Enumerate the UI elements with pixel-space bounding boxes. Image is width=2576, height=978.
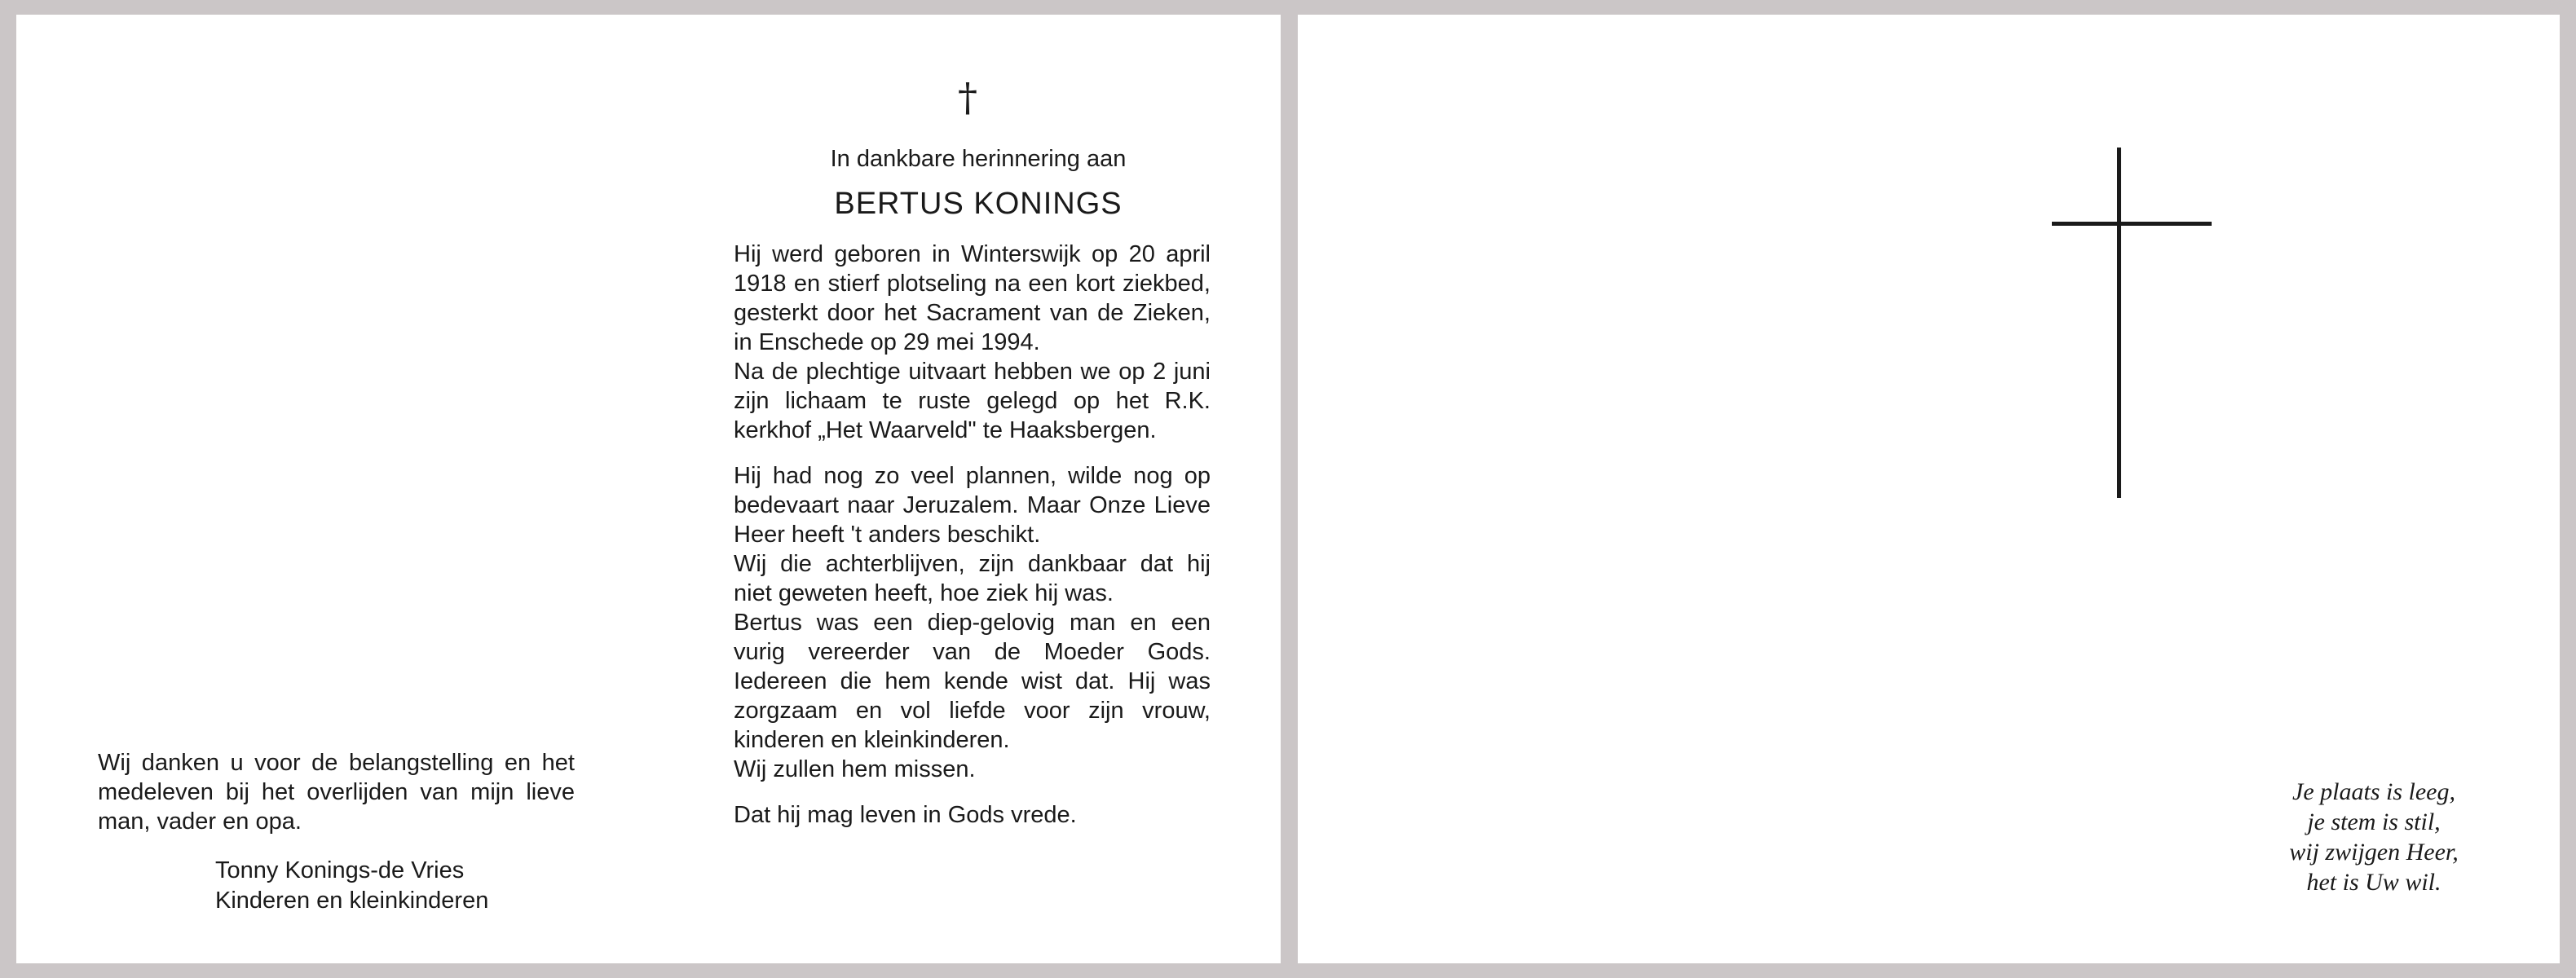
signer-widow: Tonny Konings-de Vries (215, 857, 465, 883)
paragraph-peace: Dat hij mag leven in Gods vrede. (734, 802, 1077, 828)
paragraph-funeral: Na de plechtige uitvaart hebben we op 2 juni zijn lichaam te ruste gelegd op het R.K. kerkhof „Het Waarveld" te Haaksbergen. (734, 359, 1211, 443)
poem (2211, 777, 2537, 897)
paragraph-plans: Hij had nog zo veel plannen, wilde nog op bedevaart naar Jeruzalem. Maar Onze Lieve Heer heeft 't anders beschikt. (734, 463, 1211, 548)
thanks-text: Wij danken u voor de belangstelling en het medeleven bij het overlijden van mijn lieve man, vader en opa. (98, 750, 575, 835)
intro-text: In dankbare herinnering aan (830, 146, 1127, 172)
biography-column (734, 240, 1211, 830)
card-left-page (16, 15, 1281, 963)
paragraph-birth-death: Hij werd geboren in Winterswijk op 20 april 1918 en stierf plotseling na een kort ziekbed, gesterkt door het Sacrament van de Zieken, in Enschede op 29 mei 1994. (734, 241, 1211, 355)
deceased-name: BERTUS KONINGS (834, 187, 1123, 221)
poem-line: het is Uw wil. (2306, 869, 2441, 896)
paragraph-miss: Wij zullen hem missen. (734, 756, 976, 782)
signers (215, 856, 488, 916)
poem-line: je stem is stil, (2307, 808, 2441, 835)
small-cross-icon: † (958, 75, 977, 121)
poem-line: Je plaats is leeg, (2292, 778, 2455, 805)
paragraph-grateful: Wij die achterblijven, zijn dankbaar dat hij niet geweten heeft, hoe ziek hij was. (734, 551, 1211, 606)
cross-horizontal-bar (2052, 222, 2212, 226)
signer-family: Kinderen en kleinkinderen (215, 888, 489, 914)
paragraph-character: Bertus was een diep-gelovig man en een vurig vereerder van de Moeder Gods. Iedereen die hem kende wist dat. Hij was zorgzaam en vol liefde voor zijn vrouw, kinderen en kleinkinderen. (734, 610, 1211, 753)
poem-line: wij zwijgen Heer, (2289, 839, 2459, 866)
cross-vertical-bar (2117, 148, 2121, 498)
card-right-page (1298, 15, 2560, 963)
